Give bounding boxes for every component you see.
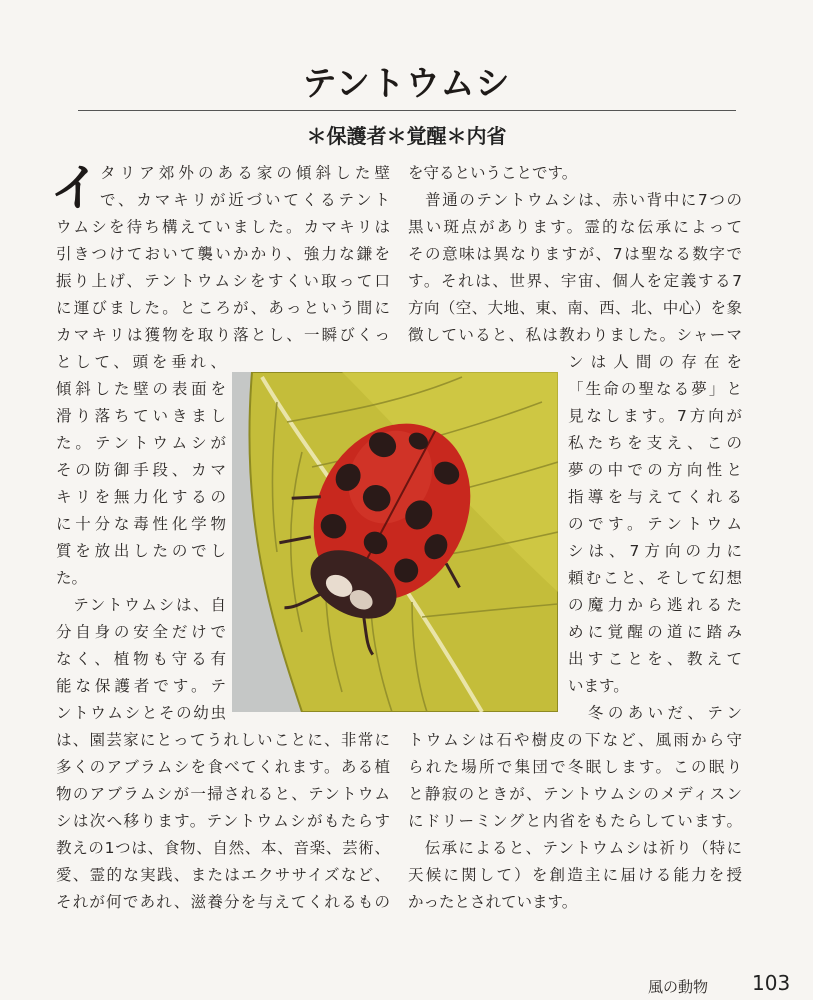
- page-number: 103: [752, 971, 791, 995]
- left-line: は、園芸家にとってうれしいことに、非常に: [56, 731, 390, 749]
- right-line: 普通のテントウムシは、赤い背中に7つの: [408, 191, 742, 209]
- left-line: 物のアブラムシが一掃されると、テントウム: [56, 785, 390, 803]
- left-line: テントウムシは、自: [56, 596, 226, 614]
- right-line: 頼むこと、そして幻想: [568, 569, 742, 587]
- left-line: で、カマキリが近づいてくるテント: [100, 191, 390, 209]
- right-line: にドリーミングと内省をもたらしています。: [408, 812, 742, 830]
- left-line: 能な保護者です。テ: [56, 677, 226, 695]
- right-line: ンは人間の存在を: [568, 353, 742, 371]
- right-line: 「生命の聖なる夢」と: [568, 380, 742, 398]
- left-line: キリを無力化するの: [56, 488, 226, 506]
- right-line: その意味は異なりますが、7は聖なる数字で: [408, 245, 742, 263]
- left-line: 教えの1つは、食物、自然、本、音楽、芸術、: [56, 839, 390, 857]
- left-line: それが何であれ、滋養分を与えてくれるもの: [56, 893, 390, 911]
- right-line: の魔力から逃れるた: [568, 596, 742, 614]
- right-line: 徴していると、私は教わりました。シャーマ: [408, 326, 742, 344]
- section-label: 風の動物: [648, 978, 709, 996]
- right-line: す。それは、世界、宇宙、個人を定義する7: [408, 272, 742, 290]
- right-line: かったとされています。: [408, 893, 578, 911]
- left-line: に運びました。ところが、あっという間に: [56, 299, 390, 317]
- keywords-subtitle: ＊保護者＊覚醒＊内省: [306, 124, 507, 148]
- left-line: に十分な毒性化学物: [56, 515, 226, 533]
- right-line: 私たちを支え、この: [568, 434, 742, 452]
- left-line: 滑り落ちていきまし: [56, 407, 226, 425]
- left-line: として、頭を垂れ、: [56, 353, 226, 371]
- left-line: 愛、霊的な実践、またはエクササイズなど、: [56, 866, 390, 884]
- left-line: 質を放出したのでし: [56, 542, 226, 560]
- left-line: 分自身の安全だけで: [56, 623, 226, 641]
- left-line: 傾斜した壁の表面を: [56, 380, 226, 398]
- right-line: 見なします。7方向が: [568, 407, 742, 425]
- left-line: タリア郊外のある家の傾斜した壁: [100, 164, 390, 182]
- right-line: られた場所で集団で冬眠します。この眠り: [408, 758, 742, 776]
- right-line: を守るということです。: [408, 164, 578, 182]
- ladybug-leaf-drawing: [232, 372, 558, 712]
- left-line: シは次へ移ります。テントウムシがもたらす: [56, 812, 390, 830]
- right-line: 指導を与えてくれる: [568, 488, 742, 506]
- title-rule: [78, 110, 736, 111]
- right-line: 方向（空、大地、東、南、西、北、中心）を象: [408, 299, 742, 317]
- left-line: た。: [56, 569, 88, 587]
- right-line: 出すことを、教えて: [568, 650, 742, 668]
- ladybug-illustration: [232, 372, 558, 712]
- right-line: と静寂のときが、テントウムシのメディスン: [408, 785, 742, 803]
- left-line: 振り上げ、テントウムシをすくい取って口: [56, 272, 390, 290]
- right-line: 冬のあいだ、テン: [568, 704, 742, 722]
- left-line: ウムシを待ち構えていました。カマキリは: [56, 218, 390, 236]
- left-line: その防御手段、カマ: [56, 461, 226, 479]
- left-line: 引きつけておいて襲いかかり、強力な鎌を: [56, 245, 390, 263]
- right-line: のです。テントウム: [568, 515, 742, 533]
- drop-cap: イ: [50, 158, 100, 217]
- right-line: 伝承によると、テントウムシは祈り（特に: [408, 839, 742, 857]
- left-line: 多くのアブラムシを食べてくれます。ある植: [56, 758, 390, 776]
- right-line: 夢の中での方向性と: [568, 461, 742, 479]
- right-line: 黒い斑点があります。霊的な伝承によって: [408, 218, 742, 236]
- left-line: ントウムシとその幼虫: [56, 704, 226, 722]
- left-line: カマキリは獲物を取り落とし、一瞬びくっ: [56, 326, 390, 344]
- right-line: 天候に関して）を創造主に届ける能力を授: [408, 866, 742, 884]
- left-line: た。テントウムシが: [56, 434, 226, 452]
- right-line: めに覚醒の道に踏み: [568, 623, 742, 641]
- right-line: トウムシは石や樹皮の下など、風雨から守: [408, 731, 742, 749]
- right-line: います。: [568, 677, 629, 695]
- left-line: なく、植物も守る有: [56, 650, 226, 668]
- page-title: テントウムシ: [302, 64, 511, 104]
- right-line: シは、7方向の力に: [568, 542, 742, 560]
